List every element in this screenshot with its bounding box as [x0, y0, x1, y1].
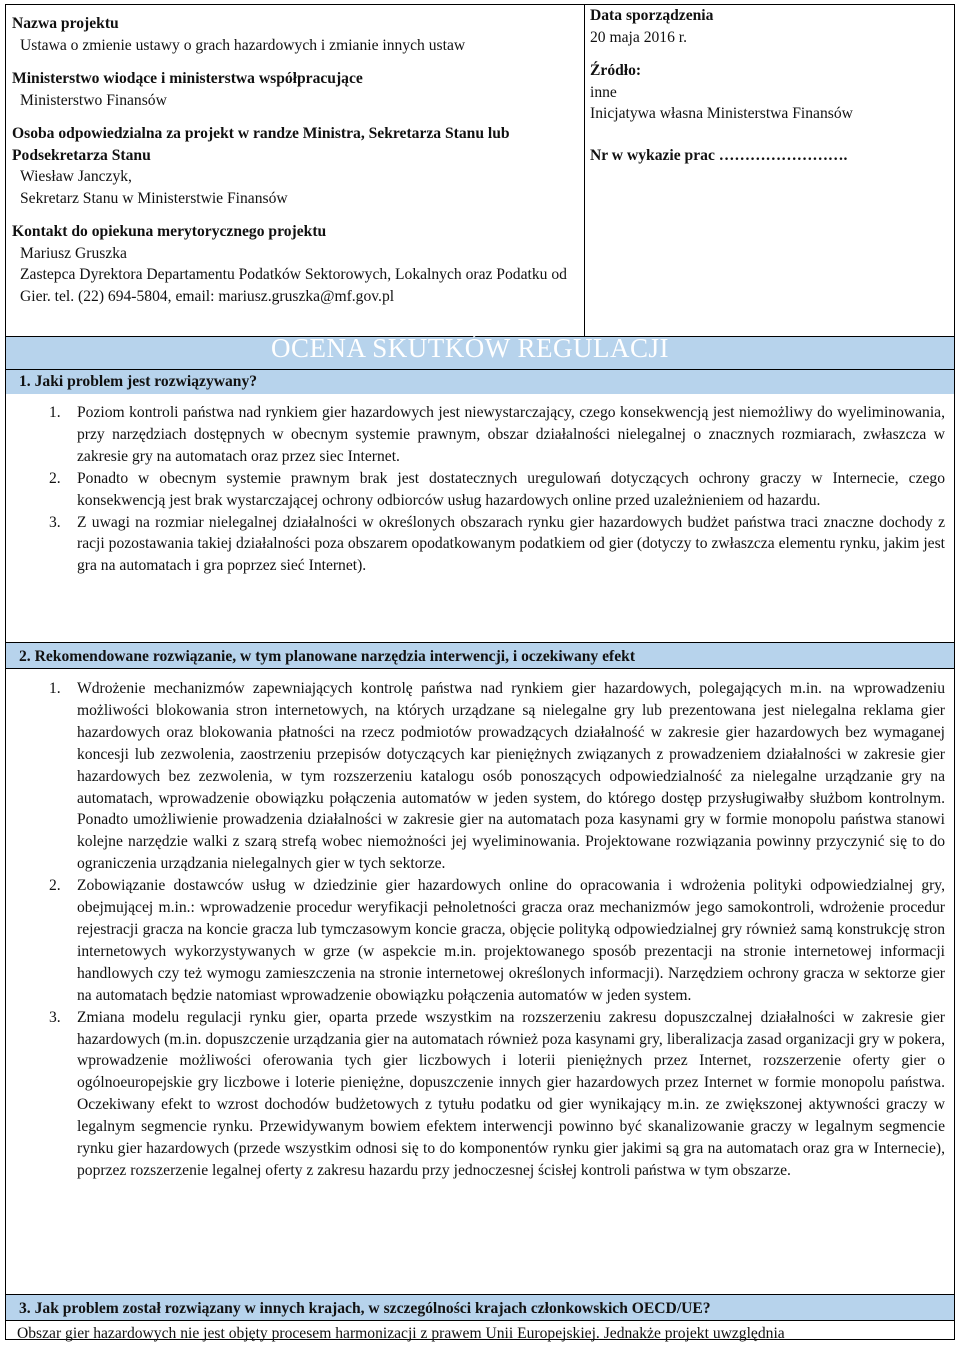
contact-details: Zastepca Dyrektora Departamentu Podatków Sektorowych, Lokalnych oraz Podatku od Gier. tel. (22) 694-5804, email: mariusz.gruszka@mf.gov.pl: [20, 266, 567, 305]
osr-form: [5, 4, 955, 1340]
list-item: 2. Ponadto w obecnym systemie prawnym brak jest dostatecznych uregulowań dotyczących ochrony graczy w Internecie, czego konsekwencją jest brak wystarczającej ochrony odbiorców usług hazardowych online przed uzależnieniem od hazardu.: [49, 469, 945, 509]
osr-title-band: [6, 333, 954, 370]
work-list-number: Nr w wykazie prac …………………….: [590, 146, 848, 164]
ministry-name: Ministerstwo Finansów: [20, 91, 167, 109]
project-info-column: [12, 13, 578, 319]
ministry-block: [12, 68, 578, 111]
source-block: [590, 60, 950, 125]
project-name: Ustawa o zmienie ustawy o grach hazardowych i zmianie innych ustaw: [20, 36, 466, 54]
date-value: 20 maja 2016 r.: [590, 28, 688, 46]
list-item: 1. Wdrożenie mechanizmów zapewniających kontrolę państwa nad rynkiem gier hazardowych, polegających m.in. na wprowadzeniu możliwości blokowania stron internetowych, na których urządzane są nielegalne gry lub prezentowana jest nielegalna reklama gier hazardowych oraz blokowania płatności na rzecz podmiotów prowadzących działalność w zakresie gier hazardowych bez wymaganej koncesji lub zezwolenia, zaostrzeniu przepisów dotyczących kar pieniężnych związanych z prowadzeniem działalności w zakresie gier hazardowych bez zezwolenia, w tym rozszerzeniu katalogu osób ponoszących odpowiedzialność za nielegalne urządzanie gry na automatach, wprowadzenie obowiązku połączenia automatów w jeden system, do którego dostęp przysługiwałby służbom kontrolnym. Ponadto umożliwienie prowadzenia działalności w zakresie gier na automatach poza kasynami gry w formie monopolu państwa stanowi kolejne narzędzie walki z szarą strefą wobec niemożności jej wyeliminowania. Projektowane rozwiązania powinny przyczynić się to do ograniczenia urządzania nielegalnych gier w tych sektorze.: [49, 680, 945, 873]
date-label: Data sporządzenia: [590, 7, 714, 24]
column-divider: [584, 5, 585, 336]
section1-list: [17, 402, 945, 577]
project-name-block: [12, 13, 578, 56]
source-desc: Inicjatywa własna Ministerstwa Finansów: [590, 105, 853, 122]
date-block: [590, 5, 950, 48]
section1-heading: 1. Jaki problem jest rozwiązywany?: [6, 370, 954, 394]
contact-label: Kontakt do opiekuna merytorycznego projektu: [12, 223, 327, 240]
section2-heading: 2. Rekomendowane rozwiązanie, w tym planowane narzędzia interwencji, i oczekiwany efekt: [6, 642, 954, 669]
section3-heading: 3. Jak problem został rozwiązany w innych krajach, w szczególności krajach członkowskich OECD/UE?: [6, 1294, 954, 1321]
responsible-role: Sekretarz Stanu w Ministerstwie Finansów: [20, 189, 288, 207]
list-item: 3. Zmiana modelu regulacji rynku gier, oparta przede wszystkim na rozszerzeniu zakresu dopuszczalnej działalności w zakresie gier hazardowych (m.in. dopuszczenie urządzania gier na automatach również poza kasynami gry, liberalizacja zasad organizacji gry w pokera, wprowadzenie możliwości oferowania tych gier liczbowych i loterii pieniężnych przez Internet, rozszerzenie oferty gier o ogólnoeuropejskie gry liczbowe i loterie pieniężne, dopuszczenie innych gier hazardowych przez Internet w formie monopolu państwa. Oczekiwany efekt to wzrost dochodów budżetowych z tytułu podatku od gier wynikający m.in. ze zwiększonej aktywności graczy w legalnym segmencie rynku. Przewidywanym bowiem efektem interwencji powinno być skanalizowanie graczy w legalnym segmencie rynku gier hazardowych (przede wszystkim odnosi się to do komponentów rynku gier jakimi są gra na automatach oraz gra w Internecie), poprzez rozszerzenie legalnej oferty z zakresu hazardu przy jednoczesnej ścisłej kontroli państwa w tym obszarze.: [49, 1008, 945, 1179]
section2-list: [17, 678, 945, 1182]
responsible-block: [12, 123, 578, 209]
list-item: 1. Poziom kontroli państwa nad rynkiem gier hazardowych jest niewystarczający, czego konsekwencją jest niemożliwy do wyeliminowania, przy narzędziach dostępnych w obecnym systemie prawnym, obszar działalności nielegalnej o znacznych rozmiarach, zwłaszcza w zakresie gry na automatach oraz przez siec Internet.: [49, 404, 945, 465]
list-item: 2. Zobowiązanie dostawców usług w dziedzinie gier hazardowych online do opracowania i wdrożenia polityki odpowiedzialnej gry, obejmującej m.in.: wprowadzenie procedur weryfikacji pełnoletności gracza oraz mechanizmów jego samokontroli, wdrożenie procedur rejestracji gracza na koncie gracza lub tymczasowym koncie gracza, objęcie polityką odpowiedzialnej gry również samą konstrukcję stron internetowych wykorzystywanych w grze (w aspekcie m.in. projektowanego sposób prezentacji na stronie internetowej informacji handlowych czy też wymogu zamieszczenia na stronie internetowej określonych informacji). Narzędziem ochrony gracza w sektorze gier na automatach będzie natomiast wprowadzenie obowiązku połączenia automatów w jeden system.: [49, 877, 945, 1004]
source-type: inne: [590, 83, 617, 101]
osr-title: OCENA SKUTKÓW REGULACJI: [271, 333, 670, 363]
contact-block: [12, 221, 578, 307]
section3-text: Obszar gier hazardowych nie jest objęty procesem harmonizacji z prawem Unii Europejskiej. Jednakże projekt uwzględnia: [17, 1325, 785, 1342]
project-name-label: Nazwa projektu: [12, 15, 119, 32]
ministry-label: Ministerstwo wiodące i ministerstwa współpracujące: [12, 70, 363, 87]
source-label: Źródło:: [590, 62, 642, 79]
responsible-label: Osoba odpowiedzialna za projekt w randze Ministra, Sekretarza Stanu lub Podsekretarza Stanu: [12, 125, 510, 164]
contact-name: Mariusz Gruszka: [20, 244, 127, 262]
meta-column: [590, 5, 950, 178]
responsible-name: Wiesław Janczyk,: [20, 168, 132, 185]
list-item: 3. Z uwagi na rozmiar nielegalnej działalności w określonych obszarach rynku gier hazardowych budżet państwa traci znaczne dochody z racji pozostawania takiej działalności poza obszarem opodatkowanym podatkiem od gier (dotyczy to zwłaszcza elementu rynku, jakim jest gra na automatach i gra poprzez sieć Internet).: [49, 513, 945, 575]
